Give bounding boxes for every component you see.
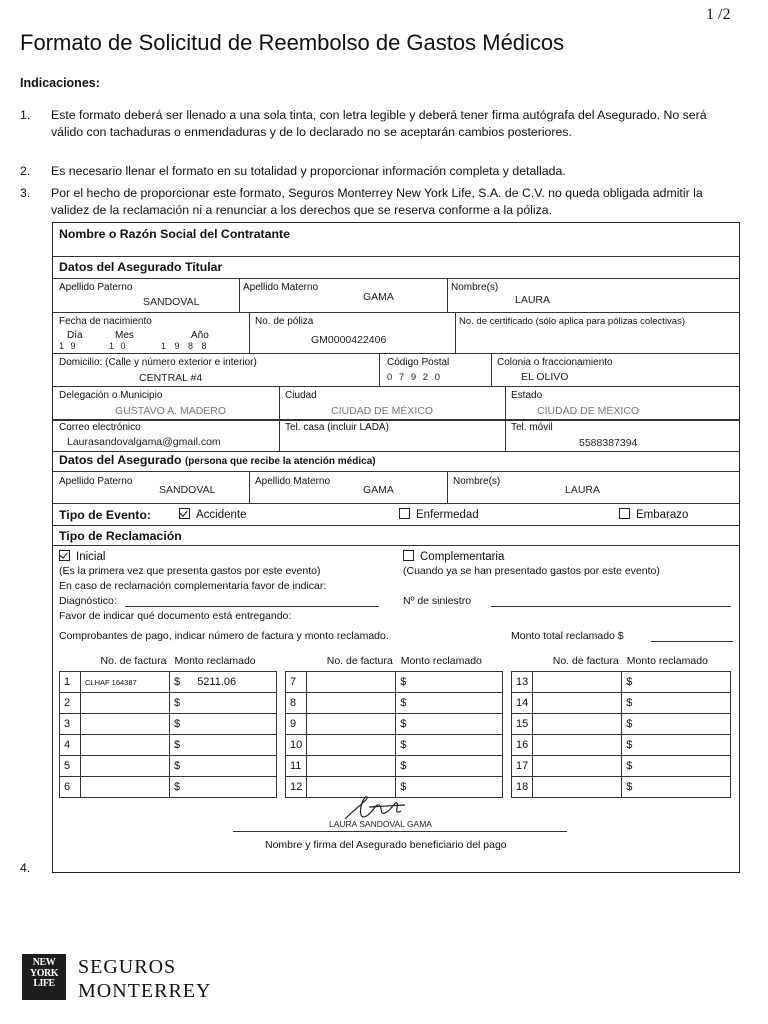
siniestro-label: Nº de siniestro (403, 595, 472, 607)
colonia-label: Colonia o fraccionamiento (497, 357, 613, 368)
table-row[interactable]: 6 $ (60, 777, 277, 798)
instruction-item: 2. Es necesario llenar el formato en su totalidad y proporcionar información completa y detallada. (20, 164, 566, 178)
reclamacion-heading: Tipo de Reclamación (59, 529, 182, 543)
accidente-option[interactable]: Accidente (179, 508, 247, 521)
codigo-postal-label: Código Postal (387, 357, 450, 368)
table-row[interactable]: 10 $ (286, 735, 503, 756)
estado-label: Estado (511, 390, 543, 401)
evento-heading: Tipo de Evento: (59, 508, 152, 522)
inicial-option[interactable]: Inicial (59, 550, 105, 563)
invoice-table-2: No. de factura Monto reclamado 7 $ 8 $ 9 $ 10 $ 11 $ 12 $ (285, 651, 503, 798)
poliza-label: No. de póliza (255, 316, 314, 327)
instruction-item: 1. Este formato deberá ser llenado a una sola tinta, con letra legible y deberá tener firma autógrafa del Asegurado. No será válido con tachaduras o enmendaduras y de lo declarado no se aceptarán cambios posteriores. (20, 108, 707, 139)
instruction-item: 3. Por el hecho de proporcionar este formato, Seguros Monterrey New York Life, S.A. de C.V. no queda obligada admitir la validez de la reclamación ni a renunciar a los derechos que se reserva conforme a la póliza. (20, 186, 703, 217)
ciudad-value[interactable]: CIUDAD DE MÉXICO (331, 405, 434, 417)
embarazo-checkbox[interactable] (619, 508, 630, 519)
inicial-note: (Es la primera vez que presenta gastos por este evento) (59, 565, 321, 577)
invoice-table-1: No. de factura Monto reclamado 1 CLHAF 164387 $ 5211.06 2 $ 3 $ 4 $ 5 $ 6 $ (59, 651, 277, 798)
documento-line: Favor de indicar qué documento está entregando: (59, 610, 292, 622)
asegurado-apellido-materno-value[interactable]: GAMA (363, 484, 394, 496)
signature-caption: Nombre y firma del Asegurado beneficiario del pago (265, 839, 507, 851)
codigo-postal-value[interactable]: 0 7 9 2 0 (387, 372, 442, 383)
correo-label: Correo electrónico (59, 422, 141, 433)
table-row[interactable]: 1 CLHAF 164387 $ 5211.06 (60, 672, 277, 693)
caso-line: En caso de reclamación complementaria favor de indicar: (59, 580, 327, 592)
asegurado-nombre-value[interactable]: LAURA (565, 484, 601, 496)
claim-form (52, 222, 740, 873)
poliza-value[interactable]: GM0000422406 (311, 334, 387, 346)
table-row[interactable]: 4 $ (60, 735, 277, 756)
delegacion-value[interactable]: GUSTAVO A. MADERO (115, 405, 227, 417)
anio-label: Año (191, 330, 209, 341)
tel-casa-label: Tel. casa (incluir LADA) (285, 422, 389, 433)
apellido-materno-value[interactable]: GAMA (363, 291, 394, 303)
table-row[interactable]: 3 $ (60, 714, 277, 735)
apellido-materno-label: Apellido Materno (243, 282, 319, 293)
complementaria-note: (Cuando ya se han presentado gastos por este evento) (403, 565, 660, 577)
table-row[interactable]: 11 $ (286, 756, 503, 777)
signature-name: LAURA SANDOVAL GAMA (329, 819, 432, 829)
dia-value[interactable]: 1 9 (59, 341, 78, 351)
page-number: 1 /2 (706, 6, 731, 23)
anio-value[interactable]: 1 9 8 8 (161, 341, 210, 351)
domicilio-label: Domicilio: (Calle y número exterior e interior) (59, 357, 257, 368)
invoice-table-3: No. de factura Monto reclamado 13 $ 14 $ 15 $ 16 $ 17 $ 18 $ (511, 651, 731, 798)
table-row[interactable]: 14 $ (512, 693, 731, 714)
table-row[interactable]: 8 $ (286, 693, 503, 714)
accidente-checkbox[interactable] (179, 508, 190, 519)
colonia-value[interactable]: EL OLIVO (521, 371, 569, 383)
dia-label: Día (67, 330, 83, 341)
monto-total-line[interactable] (651, 641, 733, 642)
estado-value[interactable]: CIUDAD DE MÉXICO (537, 405, 640, 417)
apellido-paterno-value[interactable]: SANDOVAL (143, 296, 200, 308)
table-row[interactable]: 13 $ (512, 672, 731, 693)
correo-value[interactable]: Laurasandovalgama@gmail.com (67, 436, 221, 448)
complementaria-option[interactable]: Complementaria (403, 550, 504, 563)
table-row[interactable]: 18 $ (512, 777, 731, 798)
siniestro-line[interactable] (491, 606, 731, 607)
brand-line-2: MONTERREY (78, 980, 212, 1002)
table-row[interactable]: 12 $ (286, 777, 503, 798)
asegurado-nombre-label: Nombre(s) (453, 476, 501, 487)
asegurado-apellido-paterno-value[interactable]: SANDOVAL (159, 484, 216, 496)
instructions-heading: Indicaciones: (20, 76, 100, 90)
complementaria-checkbox[interactable] (403, 550, 414, 561)
table-row[interactable]: 17 $ (512, 756, 731, 777)
table-row[interactable]: 5 $ (60, 756, 277, 777)
table-row[interactable]: 9 $ (286, 714, 503, 735)
table-row[interactable]: 2 $ (60, 693, 277, 714)
tel-movil-value[interactable]: 5588387394 (579, 437, 638, 449)
asegurado-apellido-materno-label: Apellido Materno (255, 476, 331, 487)
ciudad-label: Ciudad (285, 390, 317, 401)
asegurado-heading: Datos del Asegurado (persona que recibe la atención médica) (59, 453, 376, 467)
mes-label: Mes (115, 330, 134, 341)
enfermedad-option[interactable]: Enfermedad (399, 508, 479, 521)
monto-total-label: Monto total reclamado $ (511, 630, 624, 642)
comprobantes-line: Comprobantes de pago, indicar número de factura y monto reclamado. (59, 630, 389, 642)
table-row[interactable]: 15 $ (512, 714, 731, 735)
enfermedad-checkbox[interactable] (399, 508, 410, 519)
brand-line-1: SEGUROS (78, 956, 177, 978)
delegacion-label: Delegación o Municipio (59, 390, 163, 401)
tel-movil-label: Tel. móvil (511, 422, 553, 433)
titular-heading: Datos del Asegurado Titular (59, 260, 223, 274)
nombre-value[interactable]: LAURA (515, 294, 551, 306)
inicial-checkbox[interactable] (59, 550, 70, 561)
new-york-life-logo: NEW YORK LIFE (22, 954, 66, 1000)
page-title: Formato de Solicitud de Reembolso de Gastos Médicos (20, 30, 565, 55)
table-row[interactable]: 16 $ (512, 735, 731, 756)
diagnostico-label: Diagnóstico: (59, 595, 117, 607)
diagnostico-line[interactable] (125, 606, 379, 607)
mes-value[interactable]: 1 0 (109, 341, 128, 351)
contratante-heading: Nombre o Razón Social del Contratante (59, 227, 290, 241)
fecha-nacimiento-label: Fecha de nacimiento (59, 316, 152, 327)
table-row[interactable]: 7 $ (286, 672, 503, 693)
embarazo-option[interactable]: Embarazo (619, 508, 688, 521)
certificado-label: No. de certificado (sólo aplica para pólizas colectivas) (459, 316, 685, 327)
apellido-paterno-label: Apellido Paterno (59, 282, 133, 293)
domicilio-value[interactable]: CENTRAL #4 (139, 372, 203, 384)
nombre-label: Nombre(s) (451, 282, 499, 293)
asegurado-apellido-paterno-label: Apellido Paterno (59, 476, 133, 487)
